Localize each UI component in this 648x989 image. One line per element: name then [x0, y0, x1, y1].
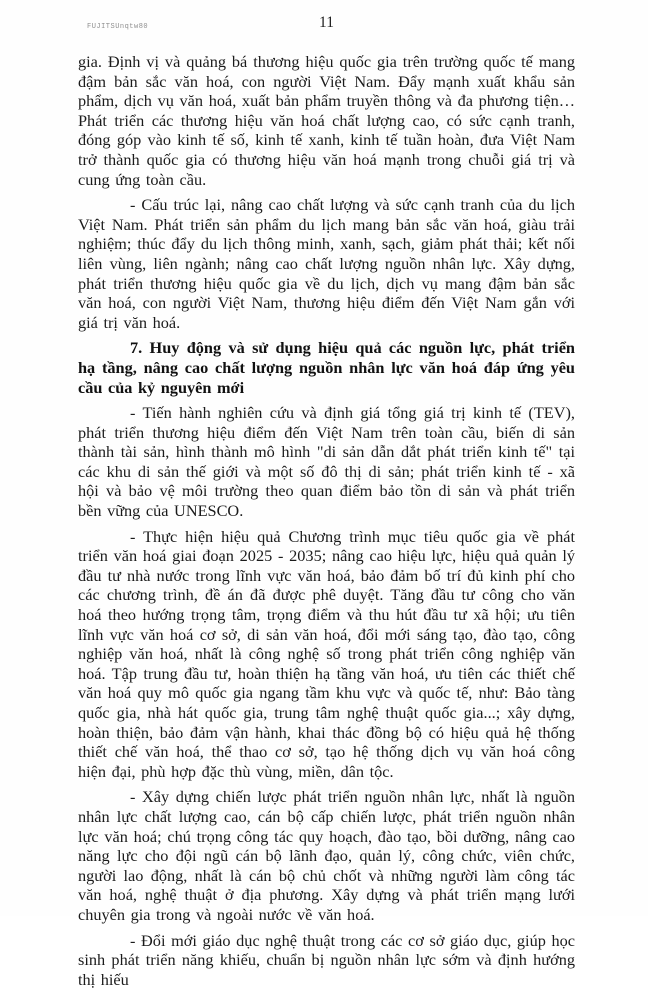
paragraph-human-resources: - Xây dựng chiến lược phát triển nguồn nhân lực, nhất là nguồn nhân lực chất lượng cao, cán bộ cấp chiến lược, phát triển nguồn nhân lực văn hoá; chú trọng công tác quy hoạch, đào tạo, bồi dưỡng, nâng cao năng lực cho đội ngũ cán bộ lãnh đạo, quản lý, công chức, viên chức, người lao động, nhất là cán bộ chủ chốt và những người làm công tác văn hoá, nghệ thuật ở địa phương. Xây dựng và phát triển mạng lưới chuyên gia trong và ngoài nước về văn hoá.	[78, 787, 575, 924]
document-body	[78, 52, 575, 989]
page-number: 11	[319, 14, 334, 31]
header-device-code: FUJITSUnqtw80	[87, 23, 149, 31]
paragraph-national-program: - Thực hiện hiệu quả Chương trình mục tiêu quốc gia về phát triển văn hoá giai đoạn 2025 - 2035; nâng cao hiệu lực, hiệu quả quản lý đầu tư nhà nước trong lĩnh vực văn hoá, bảo đảm bố trí đủ kinh phí cho các chương trình, đề án đã được phê duyệt. Tăng đầu tư công cho văn hoá theo hướng trọng tâm, trọng điểm và thu hút đầu tư xã hội; ưu tiên lĩnh vực văn hoá cơ sở, di sản văn hoá, đổi mới sáng tạo, đào tạo, công nghiệp văn hoá, nhất là công nghệ số trong phát triển công nghiệp văn hoá. Tập trung đầu tư, hoàn thiện hạ tầng văn hoá, ưu tiên các thiết chế văn hoá quy mô quốc gia ngang tầm khu vực và quốc tế, như: Bảo tàng quốc gia, nhà hát quốc gia, trung tâm nghệ thuật quốc gia...; xây dựng, hoàn thiện, bảo đảm vận hành, khai thác đồng bộ có hiệu quả hệ thống thiết chế văn hoá, thể thao cơ sở, tạo hệ thống dịch vụ văn hoá công hiện đại, phù hợp đặc thù vùng, miền, dân tộc.	[78, 526, 575, 781]
paragraph-arts-education-cutoff: - Đổi mới giáo dục nghệ thuật trong các cơ sở giáo dục, giúp học sinh phát triển năng khiếu, chuẩn bị nguồn nhân lực sớm và định hướng thị hiếu	[78, 930, 575, 989]
paragraph-heritage-tev: - Tiến hành nghiên cứu và định giá tổng giá trị kinh tế (TEV), phát triển thương hiệu điểm đến Việt Nam trên toàn cầu, biến di sản thành tài sản, hình thành mô hình "di sản dẫn dắt phát triển kinh tế" tại các khu di sản thế giới và một số đô thị di sản; phát triển kinh tế - xã hội và bảo vệ môi trường theo quan điểm bảo tồn di sản và phát triển bền vững của UNESCO.	[78, 403, 575, 521]
paragraph-tourism: - Cấu trúc lại, nâng cao chất lượng và sức cạnh tranh của du lịch Việt Nam. Phát triển sản phẩm du lịch mang bản sắc văn hoá, giàu trải nghiệm; thúc đẩy du lịch thông minh, xanh, sạch, giảm phát thải; kết nối liên vùng, liên ngành; nâng cao chất lượng nguồn nhân lực. Xây dựng, phát triển thương hiệu quốc gia về du lịch, dịch vụ mang đậm bản sắc văn hoá, con người Việt Nam, thương hiệu điểm đến Việt Nam gắn với giá trị văn hoá.	[78, 195, 575, 332]
paragraph-brand-continuation: gia. Định vị và quảng bá thương hiệu quốc gia trên trường quốc tế mang đậm bản sắc văn hoá, con người Việt Nam. Đẩy mạnh xuất khẩu sản phẩm, dịch vụ văn hoá, xuất bản phẩm truyền thông và đa phương tiện… Phát triển các thương hiệu văn hoá chất lượng cao, có sức cạnh tranh, đóng góp vào kinh tế số, kinh tế xanh, kinh tế tuần hoàn, đưa Việt Nam trở thành quốc gia có thương hiệu văn hoá mạnh trong chuỗi giá trị và cung ứng toàn cầu.	[78, 52, 575, 189]
section-heading-7: 7. Huy động và sử dụng hiệu quả các nguồn lực, phát triển hạ tầng, nâng cao chất lượng nguồn nhân lực văn hoá đáp ứng yêu cầu của kỷ nguyên mới	[78, 338, 575, 397]
page-header	[78, 14, 575, 38]
